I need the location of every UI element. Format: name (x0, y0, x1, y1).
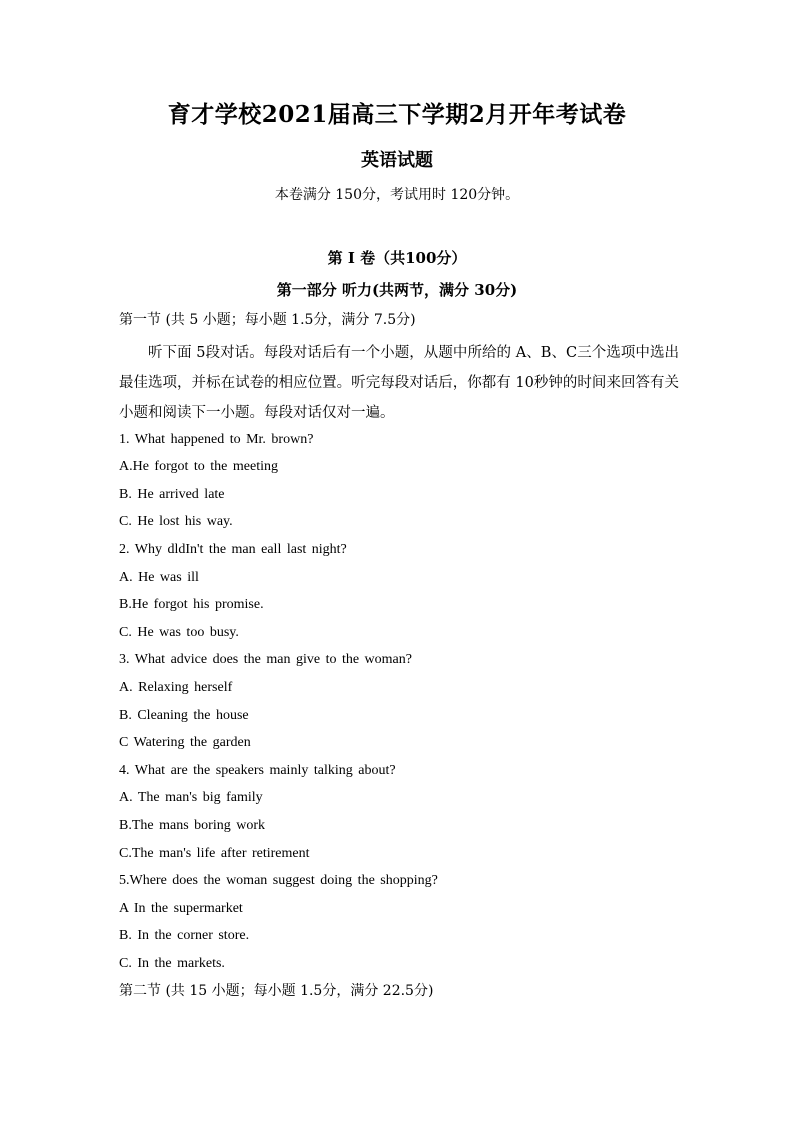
option-c: C Watering the garden (119, 735, 251, 751)
listening-section (119, 310, 679, 1009)
instructions-paragraph: 听下面 5段对话。每段对话后有一个小题，从题中所给的 A、B、C三个选项中选出最佳选项，并标在试卷的相应位置。听完每段对话后，你都有 10秒钟的时间来回答有关小题和阅读下一小题。每段对话仅对一遍。 (119, 344, 679, 421)
question-text: 4. What are the speakers mainly talking about? (119, 762, 396, 778)
option-c: C. He was too busy. (119, 624, 239, 640)
exam-subtitle: 英语试题 (361, 150, 433, 171)
option-a: A. Relaxing herself (119, 679, 233, 695)
question-text: 2. Why dldIn't the man eall last night? (119, 541, 347, 557)
option-a: A. The man's big family (119, 790, 263, 806)
part-heading: 第一部分 听力(共两节，满分 30分) (276, 281, 518, 299)
option-c: C.The man's life after retirement (119, 845, 310, 861)
volume-heading: 第 I 卷（共100分） (327, 249, 467, 267)
section1-heading: 第一节 (共 5 小题；每小题 1.5分，满分 7.5分) (119, 312, 416, 328)
question-text: 1. What happened to Mr. brown? (119, 431, 314, 447)
option-b: B.He forgot his promise. (119, 597, 264, 613)
option-c: C. In the markets. (119, 955, 225, 971)
question-text: 3. What advice does the man give to the woman? (119, 652, 412, 668)
option-a: A In the supermarket (119, 900, 243, 916)
option-b: B. Cleaning the house (119, 707, 249, 723)
option-b: B. He arrived late (119, 486, 225, 502)
exam-note: 本卷满分 150分，考试用时 120分钟。 (274, 187, 520, 203)
exam-title: 育才学校2021届高三下学期2月开年考试卷 (167, 101, 627, 128)
question-block-2 (119, 540, 679, 650)
option-a: A.He forgot to the meeting (119, 459, 278, 475)
question-block-3 (119, 650, 679, 760)
option-b: B.The mans boring work (119, 817, 265, 833)
question-block-4 (119, 761, 679, 871)
question-block-1 (119, 430, 679, 540)
question-text: 5.Where does the woman suggest doing the shopping? (119, 873, 438, 889)
option-b: B. In the corner store. (119, 928, 250, 944)
option-a: A. He was ill (119, 569, 199, 585)
section2-heading: 第二节 (共 15 小题；每小题 1.5分，满分 22.5分) (119, 983, 434, 1000)
question-block-5 (119, 871, 679, 981)
option-c: C. He lost his way. (119, 514, 233, 530)
